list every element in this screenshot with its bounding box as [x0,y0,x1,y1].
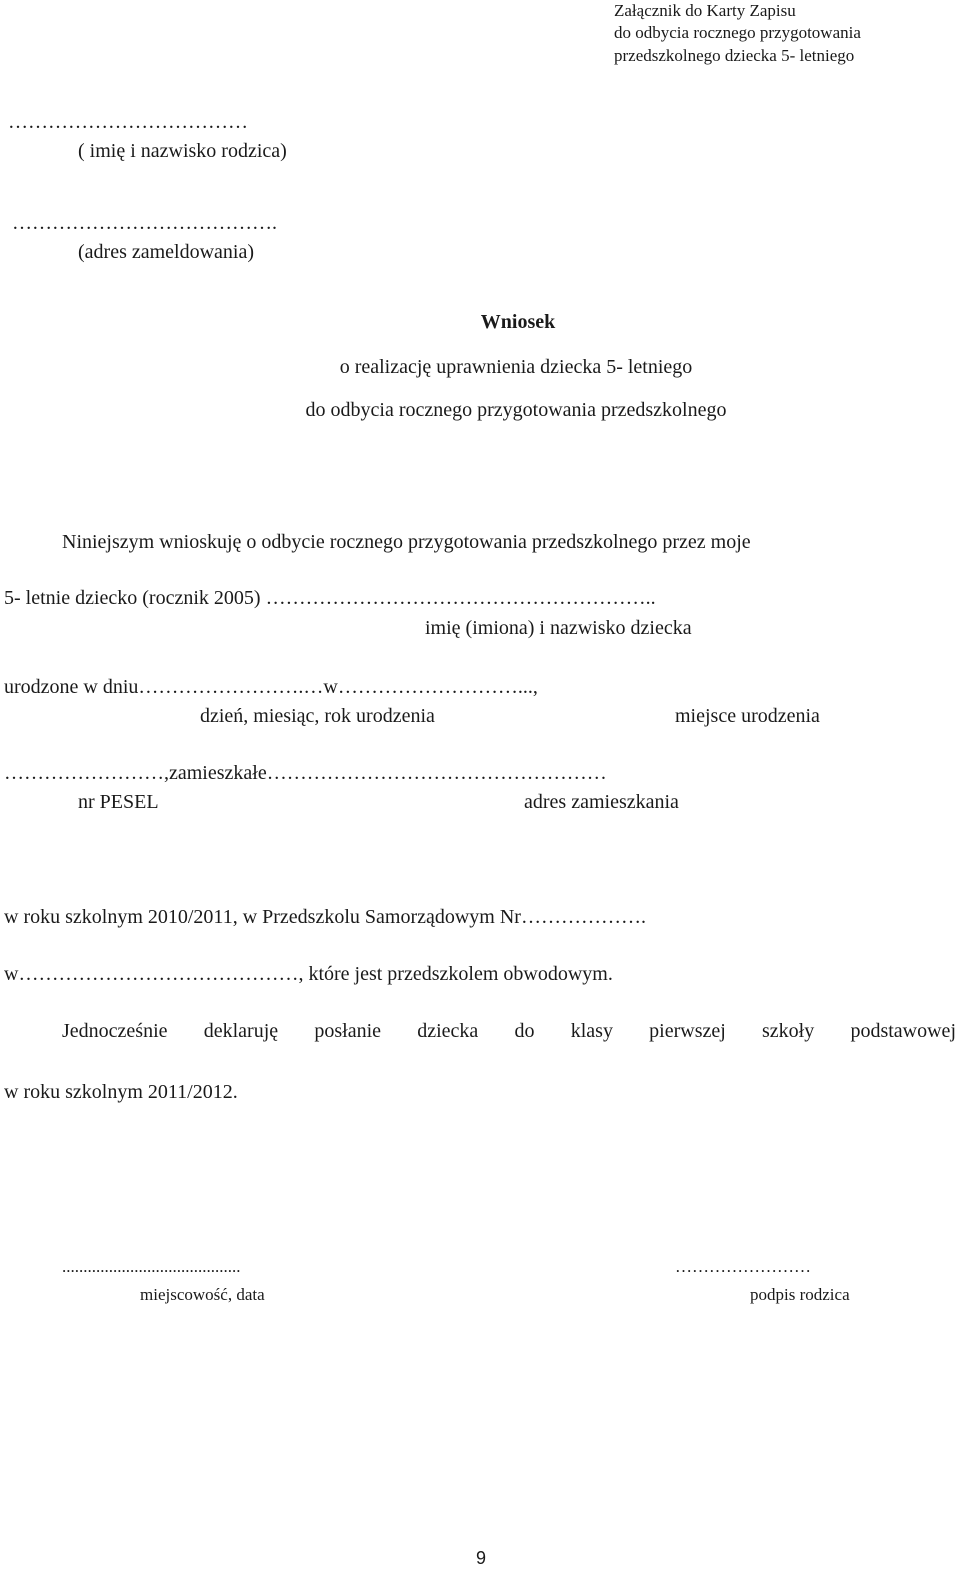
document-subtitle-1: o realizację uprawnienia dziecka 5- letniego [339,356,693,378]
request-paragraph: Niniejszym wnioskuję o odbycie rocznego przygotowania przedszkolnego przez moje [62,531,751,553]
school-year-line[interactable]: w roku szkolnym 2010/2011, w Przedszkolu Samorządowym Nr………………. [4,906,646,928]
parent-address-label: (adres zameldowania) [78,241,255,263]
residence-label: adres zamieszkania [524,791,679,813]
place-date-label: miejscowość, data [140,1285,265,1304]
birth-date-place-field[interactable]: urodzone w dniu…………………….…w………………………..., [4,676,538,698]
child-name-label: imię (imiona) i nazwisko dziecka [425,617,692,639]
pesel-label: nr PESEL [78,791,159,813]
district-line[interactable]: w……………………………………, które jest przedszkolem obwodowym. [4,963,613,985]
birth-place-label: miejsce urodzenia [675,705,820,727]
document-title: Wniosek [480,311,556,333]
declaration-line-1: Jednocześnie deklaruję posłanie dziecka do klasy pierwszej szkoły podstawowej [62,1020,956,1042]
attachment-line-3: przedszkolnego dziecka 5- letniego [614,46,855,65]
parent-address-field[interactable]: …………………………………. [12,212,277,234]
birth-date-label: dzień, miesiąc, rok urodzenia [200,705,435,727]
parent-name-label: ( imię i nazwisko rodzica) [78,140,287,162]
attachment-line-2: do odbycia rocznego przygotowania [614,23,861,42]
document-subtitle-2: do odbycia rocznego przygotowania przedszkolnego [305,399,727,421]
attachment-line-1: Załącznik do Karty Zapisu [614,1,796,20]
place-date-field[interactable]: .......................................... [62,1257,241,1276]
child-name-field[interactable]: 5- letnie dziecko (rocznik 2005) ………………………………………………….. [4,587,656,609]
signature-label: podpis rodzica [750,1285,850,1304]
page-number: 9 [475,1548,487,1568]
parent-name-field[interactable]: ……………………………… [8,111,248,133]
declaration-line-2: w roku szkolnym 2011/2012. [4,1081,238,1103]
pesel-residence-field[interactable]: ……………………,zamieszkałe…………………………………………… [4,762,607,784]
signature-field[interactable]: …………………… [675,1257,811,1276]
